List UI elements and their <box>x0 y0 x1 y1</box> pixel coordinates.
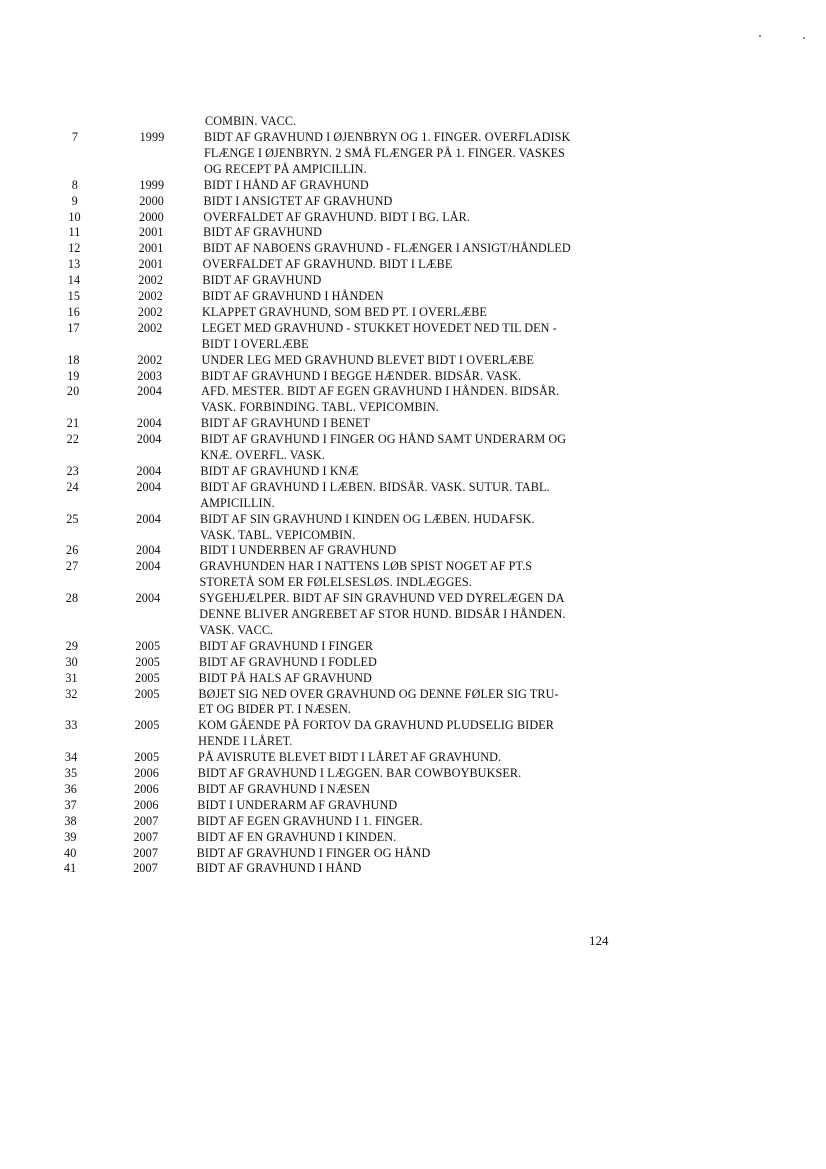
row-number: 25 <box>66 511 79 526</box>
row-year: 2002 <box>138 289 163 303</box>
row-year: 2001 <box>138 225 164 240</box>
row-number: 13 <box>67 257 81 272</box>
row-number: 33 <box>65 718 78 733</box>
row-year: 2001 <box>138 241 164 256</box>
row-year: 2004 <box>137 384 162 399</box>
scan-speck <box>759 35 761 37</box>
row-number: 26 <box>66 543 79 558</box>
row-number: 38 <box>64 813 77 828</box>
row-year: 2004 <box>136 416 162 431</box>
row-description-line: BIDT AF GRAVHUND I LÆGGEN. BAR COWBOYBUKSER. <box>197 766 522 780</box>
row-year: 2002 <box>137 320 163 335</box>
row-description-line: AFD. MESTER. BIDT AF EGEN GRAVHUND I HÅNDEN. BIDSÅR. <box>201 384 560 399</box>
row-description-line: BIDT AF GRAVHUND I ØJENBRYN OG 1. FINGER. OVERFLADISK <box>204 130 571 144</box>
row-description-line: OVERFALDET AF GRAVHUND. BIDT I LÆBE <box>202 257 453 272</box>
row-description-line: BIDT AF EGEN GRAVHUND I 1. FINGER. <box>197 813 423 828</box>
row-description-line: DENNE BLIVER ANGREBET AF STOR HUND. BIDSÅR I HÅNDEN. <box>199 607 566 621</box>
row-number: 27 <box>65 559 79 574</box>
row-description-line: BIDT AF GRAVHUND I HÅNDEN <box>202 289 384 303</box>
row-description-line: BIDT AF EN GRAVHUND I KINDEN. <box>196 829 397 844</box>
row-year: 2000 <box>139 209 164 224</box>
row-number: 10 <box>68 209 81 224</box>
row-year: 2005 <box>135 638 161 653</box>
row-number: 12 <box>68 241 81 256</box>
row-year: 2004 <box>135 559 161 574</box>
row-description-line: BIDT I OVERLÆBE <box>201 336 309 351</box>
continuation-line: COMBIN. VACC. <box>205 114 297 128</box>
row-year: 2004 <box>135 543 161 558</box>
row-number: 34 <box>64 750 78 765</box>
row-description-line: KNÆ. OVERFL. VASK. <box>200 448 325 462</box>
row-year: 2005 <box>134 750 160 765</box>
row-year: 2002 <box>137 304 163 319</box>
row-description-line: LEGET MED GRAVHUND - STUKKET HOVEDET NED TIL DEN - <box>201 320 557 335</box>
row-number: 39 <box>64 829 77 844</box>
row-year: 2006 <box>134 766 159 780</box>
row-number: 32 <box>65 686 78 701</box>
row-year: 2007 <box>133 813 159 828</box>
row-description-line: SYGEHJÆLPER. BIDT AF SIN GRAVHUND VED DYRELÆGEN DA <box>199 591 565 606</box>
row-number: 24 <box>66 479 79 494</box>
row-description-line: BIDT AF SIN GRAVHUND I KINDEN OG LÆBEN. HUDAFSK. <box>199 511 535 526</box>
row-description-line: BIDT AF NABOENS GRAVHUND - FLÆNGER I ANSIGT/HÅNDLED <box>202 241 571 256</box>
row-number: 37 <box>64 797 77 812</box>
row-number: 11 <box>68 225 81 240</box>
row-description-line: BIDT PÅ HALS AF GRAVHUND <box>198 670 372 685</box>
row-description-line: OG RECEPT PÅ AMPICILLIN. <box>204 161 367 176</box>
row-description-line: BIDT AF GRAVHUND I HÅND <box>196 861 362 876</box>
row-description-line: BIDT AF GRAVHUND I FINGER OG HÅND SAMT UNDERARM OG <box>200 432 567 447</box>
row-number: 16 <box>67 304 80 319</box>
row-year: 2004 <box>136 479 162 494</box>
row-description-line: HENDE I LÅRET. <box>198 734 293 749</box>
row-description-line: BIDT I ANSIGTET AF GRAVHUND <box>203 193 393 208</box>
row-year: 2000 <box>139 193 164 208</box>
row-number: 19 <box>67 368 80 383</box>
row-year: 2005 <box>134 718 160 733</box>
row-year: 2004 <box>136 511 161 526</box>
row-description-line: BØJET SIG NED OVER GRAVHUND OG DENNE FØLER SIG TRU- <box>198 686 559 701</box>
row-year: 2006 <box>133 797 159 812</box>
row-number: 35 <box>64 766 78 780</box>
row-number: 17 <box>67 320 80 335</box>
row-year: 2007 <box>133 845 159 860</box>
row-description-line: VASK. VACC. <box>199 622 274 637</box>
row-number: 20 <box>66 384 80 399</box>
row-year: 1999 <box>139 130 165 144</box>
row-description-line: BIDT I HÅND AF GRAVHUND <box>203 177 369 192</box>
row-number: 36 <box>64 781 77 796</box>
row-number: 28 <box>65 591 79 606</box>
row-number: 30 <box>65 654 78 669</box>
row-year: 2007 <box>133 861 158 876</box>
row-number: 23 <box>66 463 79 478</box>
row-description-line: ET OG BIDER PT. I NÆSEN. <box>198 702 351 717</box>
row-number: 31 <box>65 670 78 685</box>
row-description-line: VASK. TABL. VEPICOMBIN. <box>199 527 356 542</box>
row-number: 22 <box>66 432 80 447</box>
row-description-line: BIDT AF GRAVHUND I FODLED <box>198 654 377 669</box>
row-year: 2002 <box>138 273 164 288</box>
row-description-line: BIDT AF GRAVHUND I LÆBEN. BIDSÅR. VASK. SUTUR. TABL. <box>200 479 550 494</box>
row-description-line: UNDER LEG MED GRAVHUND BLEVET BIDT I OVERLÆBE <box>201 352 535 367</box>
page-number: 124 <box>589 933 609 948</box>
row-year: 2005 <box>134 686 160 701</box>
row-description-line: AMPICILLIN. <box>200 495 275 510</box>
row-number: 21 <box>66 416 80 431</box>
row-description-line: BIDT AF GRAVHUND I FINGER <box>199 638 374 653</box>
row-description-line: BIDT AF GRAVHUND <box>203 225 323 240</box>
row-description-line: GRAVHUNDEN HAR I NATTENS LØB SPIST NOGET AF PT.S <box>199 559 533 574</box>
row-description-line: VASK. FORBINDING. TABL. VEPICOMBIN. <box>201 400 439 415</box>
row-number: 9 <box>71 193 78 208</box>
row-number: 40 <box>64 845 77 860</box>
row-description-line: BIDT AF GRAVHUND I KNÆ <box>200 463 359 478</box>
row-year: 2006 <box>134 781 159 796</box>
row-description-line: BIDT AF GRAVHUND I BEGGE HÆNDER. BIDSÅR. VASK. <box>201 368 522 383</box>
scan-speck <box>803 37 805 39</box>
row-year: 2007 <box>133 829 159 844</box>
row-number: 29 <box>65 638 79 653</box>
row-description-line: STORETÅ SOM ER FØLELSESLØS. INDLÆGGES. <box>199 575 472 590</box>
row-number: 18 <box>67 352 80 367</box>
row-description-line: PÅ AVISRUTE BLEVET BIDT I LÅRET AF GRAVHUND. <box>197 750 502 765</box>
row-description-line: OVERFALDET AF GRAVHUND. BIDT I BG. LÅR. <box>203 209 471 224</box>
row-number: 41 <box>63 861 77 876</box>
row-description-line: BIDT AF GRAVHUND <box>202 273 322 288</box>
row-year: 1999 <box>139 177 165 192</box>
row-number: 14 <box>67 273 81 288</box>
row-number: 7 <box>71 130 79 144</box>
row-year: 2004 <box>135 591 161 606</box>
row-description-line: BIDT AF GRAVHUND I FINGER OG HÅND <box>196 845 431 860</box>
row-year: 2003 <box>137 368 163 383</box>
row-description-line: FLÆNGE I ØJENBRYN. 2 SMÅ FLÆNGER PÅ 1. FINGER. VASKES <box>204 145 566 160</box>
row-year: 2004 <box>136 463 162 478</box>
row-description-line: BIDT AF GRAVHUND I NÆSEN <box>197 781 371 796</box>
row-year: 2001 <box>138 257 164 272</box>
row-description-line: BIDT AF GRAVHUND I BENET <box>200 416 371 431</box>
row-description-line: KLAPPET GRAVHUND, SOM BED PT. I OVERLÆBE <box>201 304 487 319</box>
row-number: 8 <box>71 177 78 192</box>
row-number: 15 <box>67 289 81 303</box>
row-description-line: BIDT I UNDERARM AF GRAVHUND <box>197 797 398 812</box>
row-year: 2004 <box>136 432 162 447</box>
row-description-line: KOM GÅENDE PÅ FORTOV DA GRAVHUND PLUDSELIG BIDER <box>198 718 555 733</box>
row-year: 2005 <box>135 670 160 685</box>
row-year: 2005 <box>135 654 160 669</box>
row-description-line: BIDT I UNDERBEN AF GRAVHUND <box>199 543 397 558</box>
row-year: 2002 <box>137 352 163 367</box>
